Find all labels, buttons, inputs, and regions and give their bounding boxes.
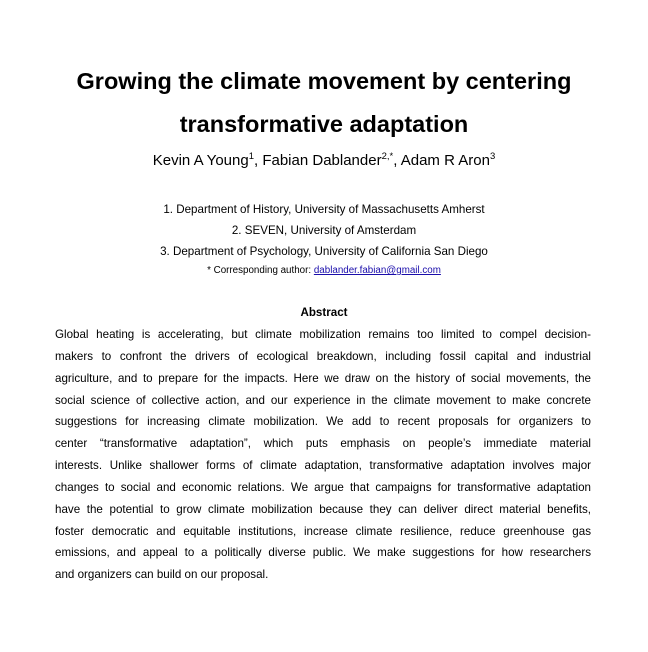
author-affiliation-marker: 3 — [489, 151, 496, 162]
abstract-line: and organizers can build on our proposal. — [55, 568, 269, 582]
paper-title-line-1: Growing the climate movement by centering — [76, 68, 572, 94]
abstract-line: center “transformative adaptation”, which puts emphasis on people’s immediate material — [55, 437, 591, 451]
abstract-line: suggestions for increasing climate mobilization. We add to recent proposals for organizers to — [55, 415, 591, 429]
abstract-line: Global heating is accelerating, but climate mobilization remains too limited to compel decision- — [55, 328, 591, 341]
author-name: Adam R Aron — [400, 152, 490, 169]
author-name: Kevin A Young — [152, 152, 249, 169]
abstract-line: foster democratic and equitable institutions, increase climate resilience, reduce greenhouse gas — [55, 524, 591, 538]
abstract-line: have the potential to grow climate mobilization because they can deliver direct material benefits, — [55, 502, 591, 516]
abstract-line: social science of collective action, and our experience in the climate movement to make concrete — [55, 393, 591, 407]
paper-title-line-2: transformative adaptation — [179, 111, 469, 137]
abstract-line: emissions, and appeal to a politically diverse public. We make suggestions for how researchers — [55, 546, 591, 560]
author-separator: , — [253, 152, 263, 169]
affiliation-list — [0, 199, 648, 262]
corresponding-author-email-link[interactable]: dablander.fabian@gmail.com — [313, 265, 441, 276]
affiliation-item: 3. Department of Psychology, University of California San Diego — [160, 245, 488, 258]
author-affiliation-marker: 1 — [248, 151, 254, 162]
abstract-line: makers to confront the drivers of ecological breakdown, including fossil capital and industrial — [55, 349, 591, 363]
abstract-line: interests. Unlike shallower forms of climate adaptation, transformative adaptation involves major — [55, 459, 591, 473]
abstract-body — [55, 324, 591, 586]
corresponding-author-note — [0, 263, 648, 279]
affiliation-item: 2. SEVEN, University of Amsterdam — [231, 224, 417, 237]
author-list — [0, 150, 648, 172]
affiliation-item: 1. Department of History, University of Massachusetts Amherst — [163, 203, 485, 216]
author-separator: , — [393, 152, 401, 169]
corresponding-author-label: * Corresponding author: — [207, 265, 314, 276]
abstract-line: agriculture, and to prepare for the impacts. Here we draw on the history of social movements, the — [55, 371, 591, 385]
abstract-heading: Abstract — [300, 306, 348, 319]
author-affiliation-marker: 2,* — [381, 151, 394, 162]
author-name: Fabian Dablander — [262, 152, 382, 169]
abstract-line: changes to social and economic relations. We argue that campaigns for transformative adaptation — [55, 480, 591, 494]
paper-title — [0, 60, 648, 146]
